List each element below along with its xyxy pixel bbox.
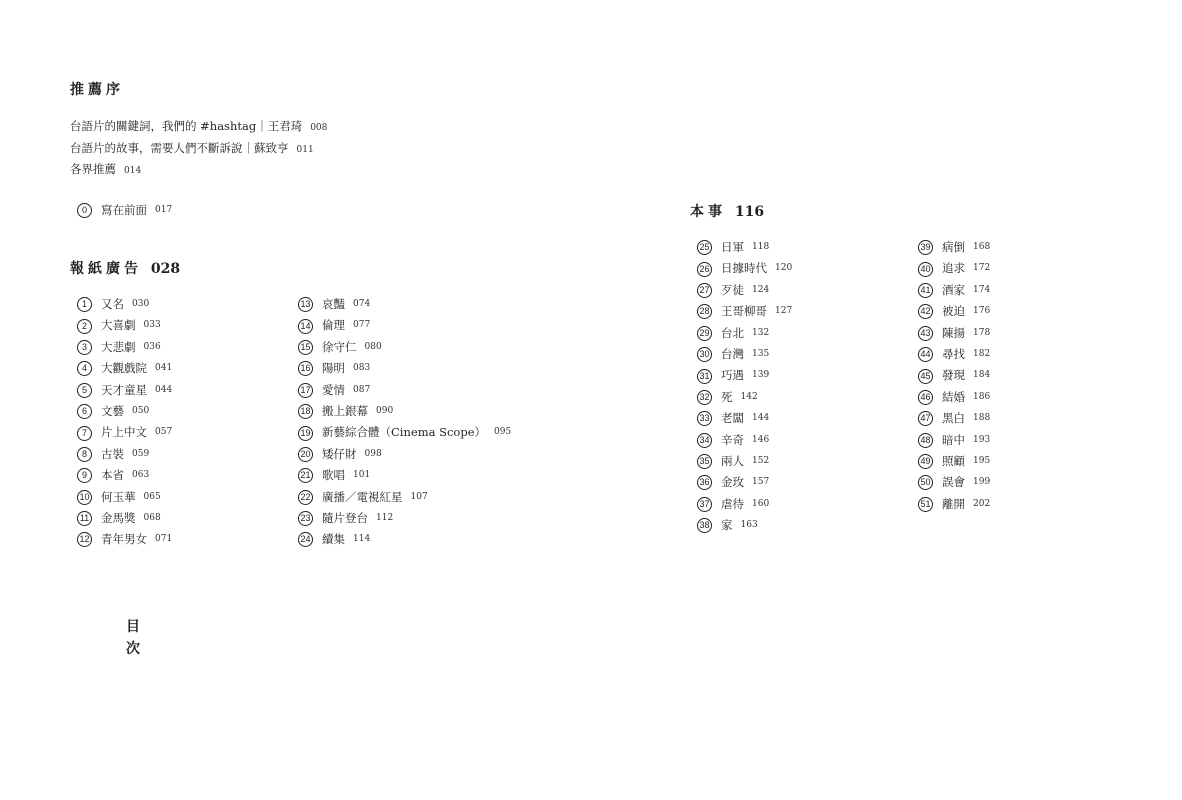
chapter-title: 搬上銀幕 xyxy=(322,403,368,418)
chapter-title: 誤會 xyxy=(942,475,965,490)
chapter-title: 文藝 xyxy=(101,403,124,418)
chapter-title: 歹徒 xyxy=(721,282,744,297)
chapter-number: 24 xyxy=(298,532,313,547)
chapter-title: 何玉華 xyxy=(101,489,136,504)
toc-title-char: 目 xyxy=(126,619,140,635)
chapter-entry[interactable] xyxy=(918,387,990,408)
chapter-title: 大悲劇 xyxy=(101,339,136,354)
chapter-number: 4 xyxy=(77,361,92,376)
chapter-number: 45 xyxy=(918,369,933,384)
chapter-number: 41 xyxy=(918,283,933,298)
chapter-page: 172 xyxy=(973,263,991,274)
chapter-number: 8 xyxy=(77,447,92,462)
chapter-page: 178 xyxy=(973,327,991,338)
chapter-page: 124 xyxy=(752,284,770,295)
chapter-page: 044 xyxy=(155,384,173,395)
chapter-number: 10 xyxy=(77,490,92,505)
chapter-title: 台北 xyxy=(721,325,744,340)
chapter-title: 巧遇 xyxy=(721,368,744,383)
chapter-title: 矮仔財 xyxy=(322,446,357,461)
chapter-number: 34 xyxy=(697,433,712,448)
chapter-title: 酒家 xyxy=(942,282,965,297)
chapter-entry[interactable] xyxy=(697,494,792,515)
chapter-page: 163 xyxy=(740,520,758,531)
chapter-title: 金馬獎 xyxy=(101,510,136,525)
chapter-page: 127 xyxy=(775,306,793,317)
chapter-entry[interactable] xyxy=(697,301,792,322)
chapter-title: 陳揚 xyxy=(942,325,965,340)
chapter-page: 139 xyxy=(752,370,770,381)
chapter-number: 17 xyxy=(298,383,313,398)
chapter-page: 050 xyxy=(132,405,150,416)
chapter-entry[interactable] xyxy=(697,323,792,344)
chapter-title: 寫在前面 xyxy=(101,203,147,217)
toc-title xyxy=(126,616,140,660)
story-heading-title: 本事 xyxy=(690,204,726,220)
preface-item-title: 各界推薦 xyxy=(70,162,116,176)
preface-item-title: 台語片的故事，需要人們不斷訴說｜蘇致亨 xyxy=(70,140,289,155)
chapter-page: 033 xyxy=(143,320,161,331)
chapter-page: 101 xyxy=(353,470,371,481)
chapter-number: 51 xyxy=(918,497,933,512)
chapter-page: 199 xyxy=(973,477,991,488)
chapter-page: 065 xyxy=(143,491,161,502)
newspaper-heading-title: 報紙廣告 xyxy=(70,261,142,277)
chapter-page: 063 xyxy=(132,470,150,481)
chapter-entry[interactable] xyxy=(298,294,511,315)
chapter-page: 195 xyxy=(973,455,991,466)
chapter-entry[interactable] xyxy=(697,258,792,279)
chapter-number: 42 xyxy=(918,304,933,319)
chapter-number: 12 xyxy=(77,532,92,547)
chapter-page: 193 xyxy=(973,434,991,445)
chapter-page: 202 xyxy=(973,498,991,509)
chapter-entry[interactable] xyxy=(918,408,990,429)
chapter-number: 32 xyxy=(697,390,712,405)
preface-item[interactable] xyxy=(70,138,327,160)
chapter-number: 39 xyxy=(918,240,933,255)
chapter-page: 157 xyxy=(752,477,770,488)
chapter-page: 152 xyxy=(752,455,770,466)
chapter-page: 120 xyxy=(775,263,793,274)
newspaper-heading xyxy=(70,258,180,278)
chapter-number: 38 xyxy=(697,518,712,533)
chapter-number: 20 xyxy=(298,447,313,462)
preface-item-page: 014 xyxy=(124,166,142,176)
chapter-entry[interactable] xyxy=(298,465,511,486)
chapter-number: 48 xyxy=(918,433,933,448)
chapter-title: 暗中 xyxy=(942,432,965,447)
chapter-entry[interactable] xyxy=(697,344,792,365)
chapter-entry[interactable] xyxy=(77,315,172,336)
chapter-number: 40 xyxy=(918,262,933,277)
chapter-number: 18 xyxy=(298,404,313,419)
chapter-number: 28 xyxy=(697,304,712,319)
chapter-title: 金玫 xyxy=(721,475,744,490)
chapter-number: 43 xyxy=(918,326,933,341)
story-heading-page: 116 xyxy=(734,204,765,220)
chapter-entry[interactable] xyxy=(918,258,990,279)
story-heading xyxy=(690,201,764,221)
chapter-number: 29 xyxy=(697,326,712,341)
chapter-page: 144 xyxy=(752,413,770,424)
chapter-entry[interactable] xyxy=(298,487,511,508)
chapter-title: 青年男女 xyxy=(101,532,147,547)
chapter-title: 辛奇 xyxy=(721,432,744,447)
chapter-title: 發現 xyxy=(942,368,965,383)
chapter-page: 077 xyxy=(353,320,371,331)
chapter-title: 追求 xyxy=(942,261,965,276)
chapter-page: 087 xyxy=(353,384,371,395)
chapter-page: 168 xyxy=(973,242,991,252)
chapter-page: 184 xyxy=(973,370,991,381)
story-column-1 xyxy=(697,237,792,536)
chapter-title: 虐待 xyxy=(721,496,744,511)
chapter-page: 114 xyxy=(353,534,371,545)
chapter-number: 14 xyxy=(298,319,313,334)
chapter-entry[interactable] xyxy=(918,494,990,515)
chapter-entry[interactable] xyxy=(77,358,172,379)
chapter-entry[interactable] xyxy=(697,515,792,536)
chapter-number: 7 xyxy=(77,426,92,441)
newspaper-column-1 xyxy=(77,294,172,551)
chapter-page: 132 xyxy=(752,327,770,338)
chapter-title: 被迫 xyxy=(942,304,965,319)
chapter-title: 結婚 xyxy=(942,389,965,404)
chapter-page: 135 xyxy=(752,348,770,359)
chapter-entry[interactable] xyxy=(697,472,792,493)
chapter-number: 25 xyxy=(697,240,712,255)
preface-item-title: 台語片的關鍵詞，我們的 #hashtag｜王君琦 xyxy=(70,119,303,133)
chapter-page: 186 xyxy=(973,391,991,402)
chapter-entry[interactable] xyxy=(918,323,990,344)
chapter-entry[interactable] xyxy=(298,358,511,379)
chapter-number: 37 xyxy=(697,497,712,512)
chapter-page: 118 xyxy=(752,242,770,252)
toc-title-char: 次 xyxy=(126,641,140,657)
chapter-title: 台灣 xyxy=(721,346,744,361)
chapter-entry[interactable] xyxy=(697,430,792,451)
chapter-entry[interactable] xyxy=(77,508,172,529)
chapter-page: 090 xyxy=(376,405,394,416)
chapter-page: 098 xyxy=(364,448,382,459)
chapter-title: 哀豔 xyxy=(322,297,345,311)
chapter-title: 王哥柳哥 xyxy=(721,304,767,319)
chapter-page: 080 xyxy=(364,341,382,352)
chapter-entry[interactable] xyxy=(77,294,172,315)
chapter-title: 大喜劇 xyxy=(101,318,136,333)
chapter-page: 036 xyxy=(143,341,161,352)
chapter-title: 愛情 xyxy=(322,382,345,397)
chapter-page: 068 xyxy=(143,512,161,523)
chapter-title: 續集 xyxy=(322,532,345,547)
chapter-title: 兩人 xyxy=(721,453,744,468)
chapter-entry[interactable] xyxy=(298,337,511,358)
chapter-number: 21 xyxy=(298,468,313,483)
chapter-title: 歌唱 xyxy=(322,468,345,483)
chapter-number: 33 xyxy=(697,411,712,426)
chapter-number: 23 xyxy=(298,511,313,526)
chapter-title: 老闆 xyxy=(721,411,744,426)
chapter-page: 174 xyxy=(973,284,991,295)
chapter-title: 本省 xyxy=(101,468,124,483)
chapter-title: 日據時代 xyxy=(721,261,767,276)
chapter-number: 1 xyxy=(77,297,92,312)
preface-list xyxy=(70,116,327,181)
chapter-title: 大觀戲院 xyxy=(101,361,147,376)
chapter-entry[interactable] xyxy=(918,365,990,386)
chapter-number: 31 xyxy=(697,369,712,384)
chapter-entry[interactable] xyxy=(697,451,792,472)
chapter-page: 160 xyxy=(752,498,770,509)
chapter-number: 9 xyxy=(77,468,92,483)
preface-item-page: 008 xyxy=(310,123,328,133)
chapter-page: 074 xyxy=(353,299,371,309)
chapter-number: 11 xyxy=(77,511,92,526)
chapter-number: 0 xyxy=(77,203,92,218)
chapter-page: 146 xyxy=(752,434,770,445)
chapter-page: 083 xyxy=(353,363,371,374)
chapter-entry[interactable] xyxy=(298,444,511,465)
chapter-entry[interactable] xyxy=(697,237,792,258)
chapter-entry[interactable] xyxy=(298,529,511,550)
chapter-title: 廣播／電視紅星 xyxy=(322,489,403,504)
chapter-title: 家 xyxy=(721,518,733,533)
chapter-title: 片上中文 xyxy=(101,425,147,440)
chapter-entry[interactable] xyxy=(77,422,172,443)
chapter-entry[interactable] xyxy=(697,387,792,408)
chapter-entry[interactable] xyxy=(77,487,172,508)
chapter-number: 3 xyxy=(77,340,92,355)
chapter-title: 古裝 xyxy=(101,446,124,461)
chapter-entry[interactable] xyxy=(697,280,792,301)
chapter-number: 49 xyxy=(918,454,933,469)
chapter-entry[interactable] xyxy=(77,444,172,465)
chapter-page: 107 xyxy=(410,491,428,502)
chapter-entry[interactable] xyxy=(298,422,511,443)
chapter-title: 徐守仁 xyxy=(322,339,357,354)
chapter-number: 13 xyxy=(298,297,313,312)
chapter-number: 19 xyxy=(298,426,313,441)
chapter-number: 46 xyxy=(918,390,933,405)
chapter-entry[interactable] xyxy=(77,337,172,358)
chapter-page: 041 xyxy=(155,363,173,374)
preface-item[interactable] xyxy=(70,159,327,181)
chapter-page: 017 xyxy=(155,205,173,215)
story-column-2 xyxy=(918,237,990,515)
chapter-entry[interactable] xyxy=(918,344,990,365)
chapter-entry[interactable] xyxy=(298,508,511,529)
chapter-page: 142 xyxy=(740,391,758,402)
chapter-page: 059 xyxy=(132,448,150,459)
chapter-entry[interactable] xyxy=(918,280,990,301)
chapter-entry[interactable] xyxy=(918,472,990,493)
chapter-entry[interactable] xyxy=(77,529,172,550)
newspaper-column-2 xyxy=(298,294,511,551)
chapter-title: 隨片登台 xyxy=(322,510,368,525)
chapter-title: 陽明 xyxy=(322,361,345,376)
chapter-number: 44 xyxy=(918,347,933,362)
chapter-title: 照顧 xyxy=(942,453,965,468)
chapter-number: 16 xyxy=(298,361,313,376)
chapter-number: 47 xyxy=(918,411,933,426)
chapter-title: 死 xyxy=(721,389,733,404)
chapter-number: 5 xyxy=(77,383,92,398)
chapter-page: 030 xyxy=(132,299,150,309)
chapter-page: 095 xyxy=(494,427,512,438)
chapter-title: 又名 xyxy=(101,297,124,311)
chapter-page: 182 xyxy=(973,348,991,359)
chapter-entry[interactable] xyxy=(918,451,990,472)
chapter-number: 30 xyxy=(697,347,712,362)
preface-heading: 推薦序 xyxy=(70,82,124,98)
chapter-title: 日軍 xyxy=(721,240,744,254)
preface-item-page: 011 xyxy=(296,144,314,155)
chapter-entry[interactable] xyxy=(697,408,792,429)
chapter-number: 2 xyxy=(77,319,92,334)
chapter-page: 112 xyxy=(376,512,394,523)
chapter-number: 15 xyxy=(298,340,313,355)
chapter-number: 35 xyxy=(697,454,712,469)
chapter-title: 尋找 xyxy=(942,346,965,361)
chapter-title: 天才童星 xyxy=(101,382,147,397)
chapter-title: 病倒 xyxy=(942,240,965,254)
chapter-number: 22 xyxy=(298,490,313,505)
chapter-entry[interactable] xyxy=(298,380,511,401)
chapter-title: 離開 xyxy=(942,496,965,511)
chapter-page: 176 xyxy=(973,306,991,317)
chapter-number: 36 xyxy=(697,475,712,490)
chapter-number: 26 xyxy=(697,262,712,277)
chapter-entry[interactable] xyxy=(918,301,990,322)
newspaper-heading-page: 028 xyxy=(150,261,181,277)
chapter-number: 50 xyxy=(918,475,933,490)
chapter-entry[interactable] xyxy=(918,237,990,258)
chapter-title: 新藝綜合體（Cinema Scope） xyxy=(322,425,487,440)
chapter-title: 黑白 xyxy=(942,411,965,426)
chapter-entry[interactable] xyxy=(697,365,792,386)
chapter-page: 188 xyxy=(973,413,991,424)
chapter-page: 057 xyxy=(155,427,173,438)
chapter-entry[interactable] xyxy=(298,401,511,422)
chapter-entry[interactable] xyxy=(298,315,511,336)
chapter-page: 071 xyxy=(155,534,173,545)
chapter-entry[interactable] xyxy=(77,465,172,486)
chapter-entry[interactable] xyxy=(77,401,172,422)
chapter-entry[interactable] xyxy=(77,380,172,401)
preface-item[interactable] xyxy=(70,116,327,138)
chapter-entry[interactable] xyxy=(918,430,990,451)
chapter-number: 6 xyxy=(77,404,92,419)
chapter-title: 倫理 xyxy=(322,318,345,333)
intro-entry[interactable] xyxy=(77,200,172,221)
chapter-number: 27 xyxy=(697,283,712,298)
